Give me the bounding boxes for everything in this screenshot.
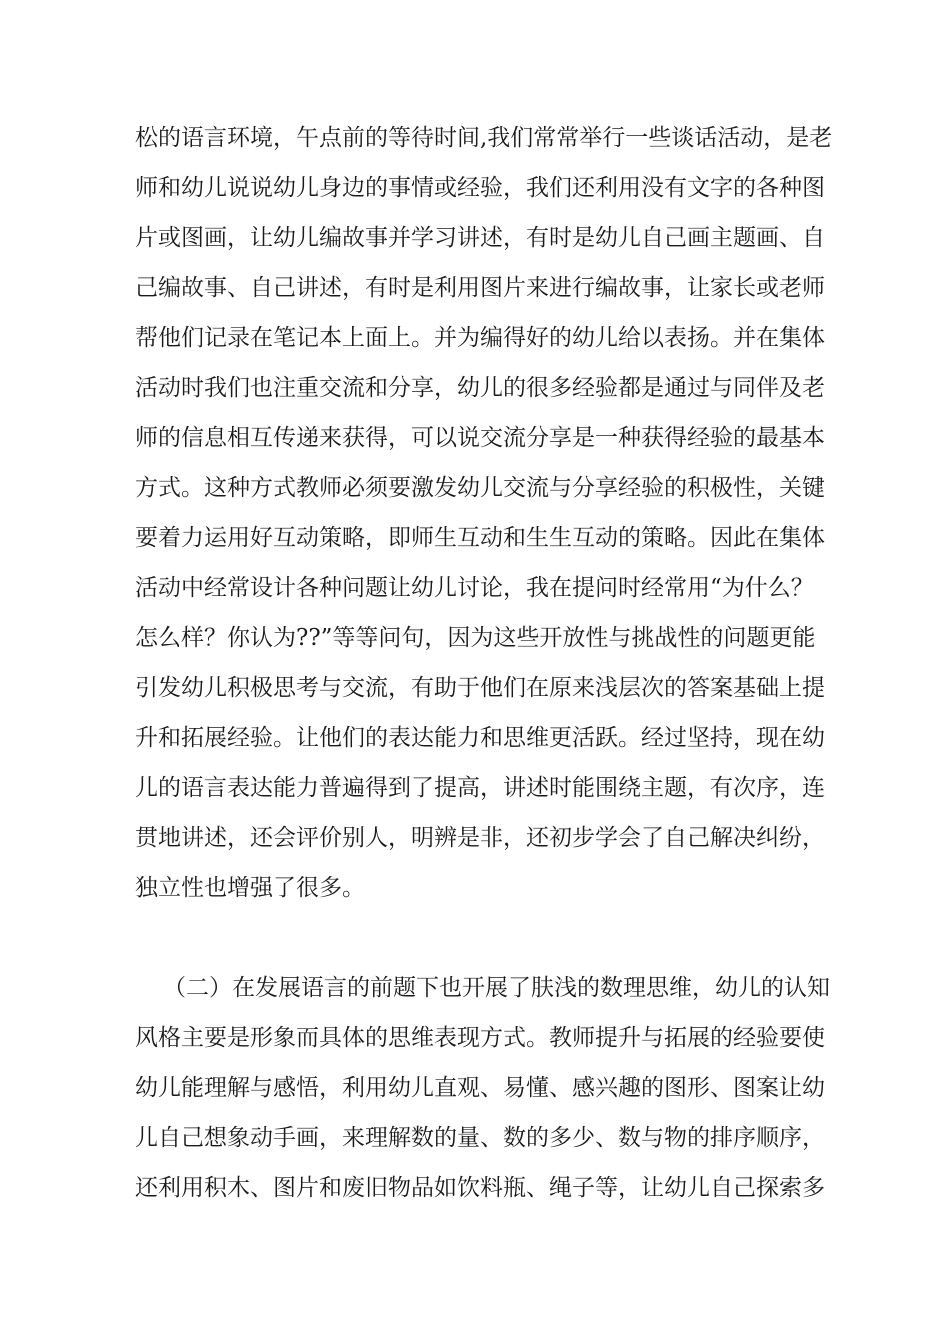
text-line: 活动时我们也注重交流和分享，幼儿的很多经验都是通过与同伴及老 [135, 375, 825, 401]
text-line: 要着力运用好互动策略，即师生互动和生生互动的策略。因此在集体 [135, 525, 825, 551]
text-line: （二）在发展语言的前题下也开展了肤浅的数理思维，幼儿的认知 [163, 975, 830, 1001]
text-line: 贯地讲述，还会评价别人，明辨是非，还初步学会了自己解决纠纷， [135, 825, 825, 851]
text-line: 师的信息相互传递来获得，可以说交流分享是一种获得经验的最基本 [135, 425, 825, 451]
text-line: 师和幼儿说说幼儿身边的事情或经验，我们还利用没有文字的各种图 [135, 175, 825, 201]
text-line: 还利用积木、图片和废旧物品如饮料瓶、绳子等，让幼儿自己探索多 [135, 1175, 825, 1201]
text-line: 幼儿能理解与感悟，利用幼儿直观、易懂、感兴趣的图形、图案让幼 [135, 1075, 825, 1101]
text-line: 儿自己想象动手画，来理解数的量、数的多少、数与物的排序顺序， [135, 1125, 825, 1151]
text-line: 方式。这种方式教师必须要激发幼儿交流与分享经验的积极性，关键 [135, 475, 825, 501]
text-line: 儿的语言表达能力普遍得到了提高，讲述时能围绕主题，有次序，连 [135, 775, 825, 801]
text-line: 风格主要是形象而具体的思维表现方式。教师提升与拓展的经验要使 [135, 1025, 825, 1051]
text-line: 松的语言环境，午点前的等待时间,我们常常举行一些谈话活动，是老 [135, 125, 833, 151]
text-line: 片或图画，让幼儿编故事并学习讲述，有时是幼儿自己画主题画、自 [135, 225, 825, 251]
text-line: 活动中经常设计各种问题让幼儿讨论，我在提问时经常用“为什么？ [135, 575, 814, 601]
text-line: 己编故事、自己讲述，有时是利用图片来进行编故事，让家长或老师 [135, 275, 825, 301]
text-line: 独立性也增强了很多。 [135, 875, 365, 901]
text-line: 怎么样？你认为??”等等问句，因为这些开放性与挑战性的问题更能 [135, 625, 816, 651]
text-line: 引发幼儿积极思考与交流，有助于他们在原来浅层次的答案基础上提 [135, 675, 825, 701]
text-line: 帮他们记录在笔记本上面上。并为编得好的幼儿给以表扬。并在集体 [135, 325, 825, 351]
text-line: 升和拓展经验。让他们的表达能力和思维更活跃。经过坚持，现在幼 [135, 725, 825, 751]
